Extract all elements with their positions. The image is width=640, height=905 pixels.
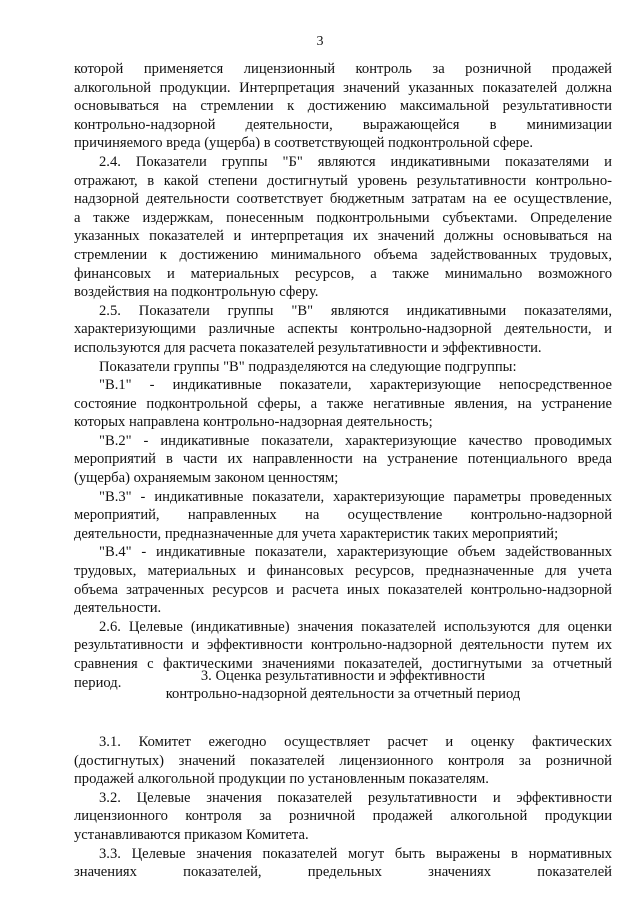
text-line: объема затраченных ресурсов и расчета иных показателей контрольно-надзорной (74, 581, 612, 598)
text-line: указанных показателей и интерпретация их значений должны основываться на (74, 228, 612, 245)
subgroup-b2-start: "В.2" - индикативные показатели, характеризующие качество проводимых (99, 432, 612, 449)
subgroup-b4-start: "В.4" - индикативные показатели, характеризующие объем задействованных (99, 544, 612, 561)
text-line: основываться на стремлении к достижению максимальной результативности (74, 98, 612, 115)
text-line: отражают, в какой степени достигнутый уровень результативности контрольно- (74, 172, 612, 189)
text-line: (ущерба) охраняемым законом ценностям; (74, 470, 339, 487)
text-line: которых направлена контрольно-надзорная деятельность; (74, 414, 433, 431)
text-line: продажей алкогольной продукции по установленным показателям. (74, 771, 489, 788)
text-line: мероприятий в части их направленности на устранение потенциального вреда (74, 451, 612, 468)
text-line: период. (74, 674, 122, 691)
text-line: воздействия на подконтрольную сферу. (74, 284, 319, 301)
paragraph-3-3-start: 3.3. Целевые значения показателей могут быть выражены в нормативных (99, 845, 612, 862)
text-line: значениях показателей, предельных значениях показателей (74, 864, 612, 881)
text-line: надзорной деятельности соответствует бюджетным затратам на ее осуществление, (74, 191, 612, 208)
subgroup-b1-start: "В.1" - индикативные показатели, характеризующие непосредственное (99, 377, 612, 394)
paragraph-3-1-start: 3.1. Комитет ежегодно осуществляет расчет и оценку фактических (99, 734, 612, 750)
section-heading-line-1: 3. Оценка результативности и эффективности (200, 668, 486, 684)
section-heading-line-2: контрольно-надзорной деятельности за отчетный период (165, 686, 521, 702)
text-line: используются для расчета показателей результативности и эффективности. (74, 339, 542, 356)
text-line: (достигнутых) значений показателей лицензионного контроля за розничной (74, 752, 612, 769)
text-line: причиняемого вреда (ущерба) в соответствующей подконтрольной сфере. (74, 135, 534, 152)
text-line: сравнения с фактическими значениями показателей, достигнутыми за отчетный (74, 656, 612, 672)
text-line: результативности и эффективности контрольно-надзорной деятельности путем их (74, 637, 612, 654)
subgroup-b3-start: "В.3" - индикативные показатели, характеризующие параметры проведенных (99, 488, 612, 505)
text-line: финансовых и материальных ресурсов, а также минимально возможного (74, 265, 612, 282)
paragraph-2-4-start: 2.4. Показатели группы "Б" являются индикативными показателями и (99, 153, 612, 170)
section-3-heading (74, 667, 612, 703)
text-line: устанавливаются приказом Комитета. (74, 826, 309, 843)
text-line: алкогольной продукции. Интерпретация значений указанных показателей должна (74, 79, 612, 96)
paragraph-2-5-start: 2.5. Показатели группы "В" являются индикативными показателями, (99, 302, 612, 319)
text-line: которой применяется лицензионный контроль за розничной продажей (74, 61, 612, 77)
text-line: контрольно-надзорной деятельности, выражающейся в минимизации (74, 116, 612, 133)
subgroups-intro: Показатели группы "В" подразделяются на следующие подгруппы: (99, 358, 517, 375)
text-line: деятельности, предназначенные для учета характеристик таких мероприятий; (74, 525, 559, 542)
body-text-section-2 (74, 60, 612, 692)
text-line: мероприятий, направленных на осуществление контрольно-надзорной (74, 507, 612, 524)
body-text-section-3 (74, 733, 612, 882)
paragraph-2-6-start: 2.6. Целевые (индикативные) значения показателей используются для оценки (99, 618, 612, 635)
text-line: а также издержкам, понесенным подконтрольными субъектами. Определение (74, 209, 612, 226)
text-line: стремлении к достижению минимального объема задействованных трудовых, (74, 246, 612, 263)
paragraph-3-2-start: 3.2. Целевые значения показателей результативности и эффективности (99, 789, 612, 806)
text-line: трудовых, материальных и финансовых ресурсов, предназначенные для учета (74, 563, 612, 580)
text-line: состояние подконтрольной сферы, а также негативные явления, на устранение (74, 395, 612, 412)
text-line: деятельности. (74, 600, 162, 617)
page-number: 3 (316, 34, 324, 49)
text-line: лицензионного контроля за розничной продажей алкогольной продукции (74, 808, 612, 825)
text-line: характеризующими различные аспекты контрольно-надзорной деятельности, и (74, 321, 612, 338)
